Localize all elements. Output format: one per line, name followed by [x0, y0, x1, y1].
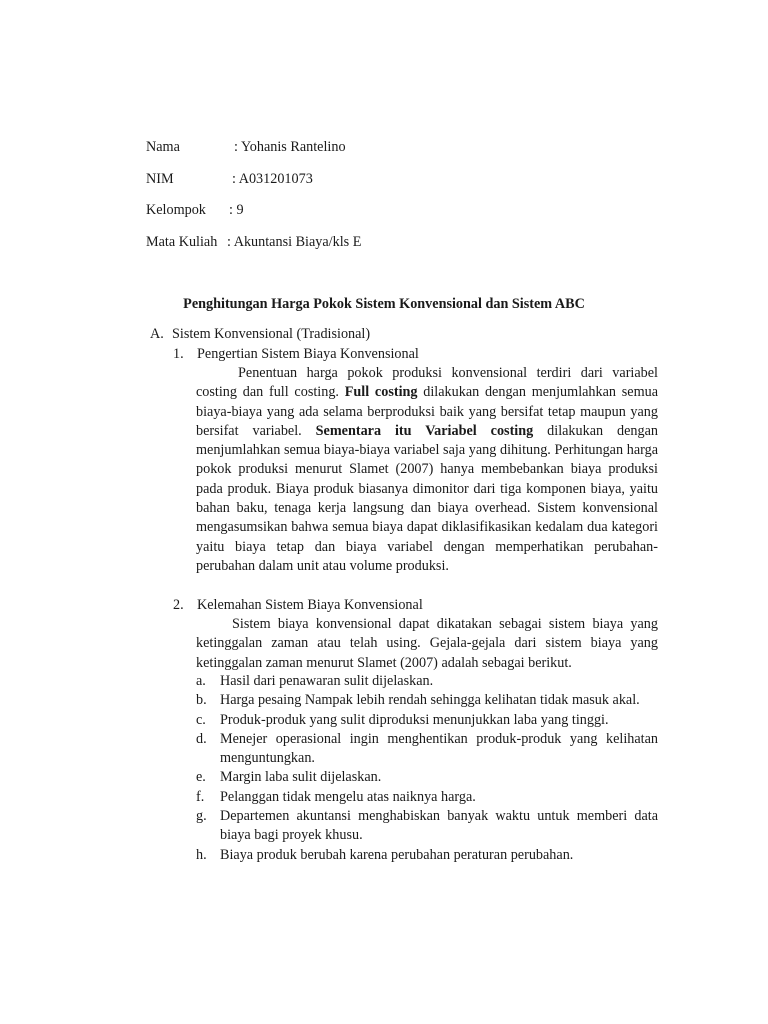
list-item [196, 672, 658, 691]
item-1-intro: Penentuan harga pokok produksi konvensional terdiri dari variabel costing dan full costing. [196, 365, 658, 401]
name-label: Nama [146, 139, 180, 155]
list-item-text: Hasil dari penawaran sulit dijelaskan. [220, 673, 434, 689]
list-item-text: Harga pesaing Nampak lebih rendah sehingga kelihatan tidak masuk akal. [220, 692, 640, 709]
list-marker: f. [196, 788, 205, 805]
list-marker: e. [196, 769, 206, 786]
course-label: Mata Kuliah [146, 234, 218, 250]
item-1-title: Pengertian Sistem Biaya Konvensional [197, 346, 419, 362]
section-a-title: Sistem Konvensional (Tradisional) [172, 326, 371, 342]
nim-label: NIM [146, 171, 174, 187]
list-item-text: Produk-produk yang sulit diproduksi menunjukkan laba yang tinggi. [220, 711, 609, 728]
item-1-end: dilakukan dengan menjumlahkan semua biaya-biaya variabel saja yang dihitung. Perhitungan harga pokok produksi menurut Slamet (2007) hanya membebankan biaya produksi pada produk. Biaya produk biasanya dimonitor dari tiga komponen biaya, yaitu bahan baku, tenaga kerja langsung dan biaya overhead. Sistem konvensional mengasumsikan bahwa semua biaya dapat diklasifikasikan kedalam dua kategori yaitu biaya tetap dan biaya variabel dengan memperhatikan perubahan-perubahan dalam unit atau volume produksi. [196, 422, 659, 574]
item-1-paragraph [196, 364, 658, 576]
list-item [196, 807, 658, 846]
group-label: Kelompok [146, 202, 206, 218]
item-2-paragraph: Sistem biaya konvensional dapat dikatakan sebagai sistem biaya yang ketinggalan zaman atau telah using. Gejala-gejala dari sistem biaya yang ketinggalan zaman menurut Slamet (2007) adalah sebagai berikut. [196, 616, 658, 671]
list-item [196, 846, 658, 865]
item-1-bold-variabel-costing: Sementara itu Variabel costing [315, 422, 534, 439]
list-item-text: Menejer operasional ingin menghentikan produk-produk yang kelihatan menguntungkan. [220, 730, 658, 767]
item-1-mid: dilakukan dengan menjumlahkan semua biaya-biaya yang ada selama berproduksi baik yang bersifat tetap maupun yang bersifat variabel. [196, 384, 659, 439]
list-marker: a. [196, 673, 206, 689]
list-marker: c. [196, 711, 206, 728]
section-a-letter: A. [150, 326, 164, 342]
list-item-text: Margin laba sulit dijelaskan. [220, 769, 382, 786]
list-marker: b. [196, 692, 207, 709]
item-1-bold-full-costing: Full costing [344, 384, 418, 401]
name-value: : Yohanis Rantelino [234, 139, 346, 155]
list-item [196, 768, 658, 787]
list-item [196, 730, 658, 769]
item-1-number: 1. [173, 346, 184, 362]
nim-value: : A031201073 [232, 171, 313, 187]
list-marker: d. [196, 730, 207, 747]
item-2-number: 2. [173, 597, 184, 613]
item-2-title: Kelemahan Sistem Biaya Konvensional [197, 597, 423, 613]
list-item-text: Biaya produk berubah karena perubahan peraturan perubahan. [220, 846, 574, 863]
symptom-list [196, 672, 658, 865]
list-item-text: Departemen akuntansi menghabiskan banyak waktu untuk memberi data biaya bagi proyek khusu. [220, 808, 658, 844]
list-item [196, 788, 658, 807]
list-item-text: Pelanggan tidak mengelu atas naiknya harga. [220, 788, 476, 805]
list-marker: g. [196, 808, 207, 825]
group-value: : 9 [229, 202, 244, 218]
document-title: Penghitungan Harga Pokok Sistem Konvensional dan Sistem ABC [183, 296, 585, 312]
list-item [196, 691, 658, 710]
list-marker: h. [196, 846, 207, 863]
list-item [196, 711, 658, 730]
course-value: : Akuntansi Biaya/kls E [227, 234, 362, 250]
